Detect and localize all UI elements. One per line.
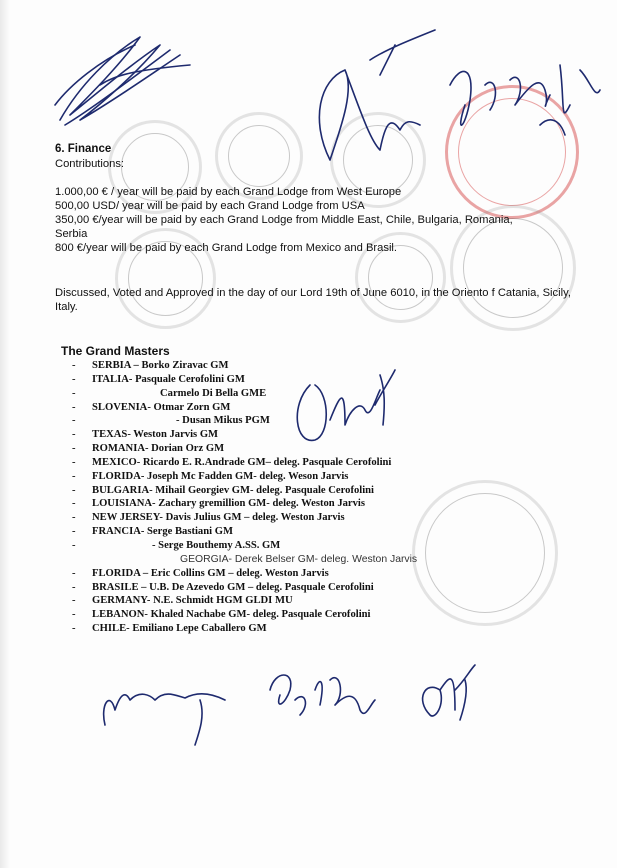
list-item: - SERBIA – Borko Ziravac GM xyxy=(72,360,229,371)
contribution-line: 350,00 €/year will be paid by each Grand Lodge from Middle East, Chile, Bulgaria, Romania, xyxy=(55,214,513,226)
scan-shadow xyxy=(0,0,10,868)
list-item: - - Dusan Mikus PGM xyxy=(72,415,270,427)
signature-scribble-3 xyxy=(440,45,605,150)
contribution-line: 500,00 USD/ year will be paid by each Grand Lodge from USA xyxy=(55,200,365,212)
list-item: - LEBANON- Khaled Nachabe GM- deleg. Pasquale Cerofolini xyxy=(72,609,371,621)
grand-masters-list xyxy=(72,359,417,636)
stamp-round-seal xyxy=(412,480,558,626)
list-item: - FLORIDA- Joseph Mc Fadden GM- deleg. Weson Jarvis xyxy=(72,470,349,482)
list-item: - TEXAS- Weston Jarvis GM xyxy=(72,429,219,441)
list-item: - Carmelo Di Bella GME xyxy=(72,387,267,399)
signature-scribble-2 xyxy=(300,30,440,170)
approval-statement: Discussed, Voted and Approved in the day of our Lord 19th of June 6010, in the Oriento f Catania, Sicily, Italy. xyxy=(55,287,571,313)
list-item: - BULGARIA- Mihail Georgiev GM- deleg. Pasquale Cerofolini xyxy=(72,484,374,496)
list-item: - CHILE- Emiliano Lepe Caballero GM xyxy=(72,623,267,635)
list-item: - BRASILE – U.B. De Azevedo GM – deleg. Pasquale Cerofolini xyxy=(72,581,374,593)
finance-heading: 6. Finance xyxy=(55,143,112,155)
list-item: - MEXICO- Ricardo E. R.Andrade GM– deleg. Pasquale Cerofolini xyxy=(72,456,392,468)
list-item: GEORGIA- Derek Belser GM- deleg. Weston Jarvis xyxy=(180,553,418,565)
signature-scribble-6 xyxy=(260,660,380,735)
list-item: - FRANCIA- Serge Bastiani GM xyxy=(72,526,233,538)
list-item: - GERMANY- N.E. Schmidt HGM GLDI MU xyxy=(72,595,293,607)
signature-scribble-1 xyxy=(40,25,200,135)
list-item: - NEW JERSEY- Davis Julius GM – deleg. Weston Jarvis xyxy=(72,512,345,524)
contribution-line: 800 €/year will be paid by each Grand Lodge from Mexico and Brasil. xyxy=(55,242,398,254)
contributions-list xyxy=(55,185,575,255)
list-item: - FLORIDA – Eric Collins GM – deleg. Weston Jarvis xyxy=(72,567,329,579)
contribution-line: 1.000,00 € / year will be paid by each Grand Lodge from West Europe xyxy=(55,186,402,198)
signature-scribble-5 xyxy=(95,670,235,750)
signature-scribble-7 xyxy=(410,660,480,735)
list-item: - ITALIA- Pasquale Cerofolini GM xyxy=(72,373,245,385)
list-item: - - Serge Bouthemy A.SS. GM xyxy=(72,539,281,551)
list-item: - ROMANIA- Dorian Orz GM xyxy=(72,443,225,455)
list-item: - SLOVENIA- Otmar Zorn GM xyxy=(72,401,231,413)
contributions-label: Contributions: xyxy=(55,158,125,170)
list-item: - LOUISIANA- Zachary gremillion GM- deleg. Weston Jarvis xyxy=(72,498,365,510)
contribution-line: Serbia xyxy=(55,228,88,240)
grand-masters-heading: The Grand Masters xyxy=(61,344,170,358)
